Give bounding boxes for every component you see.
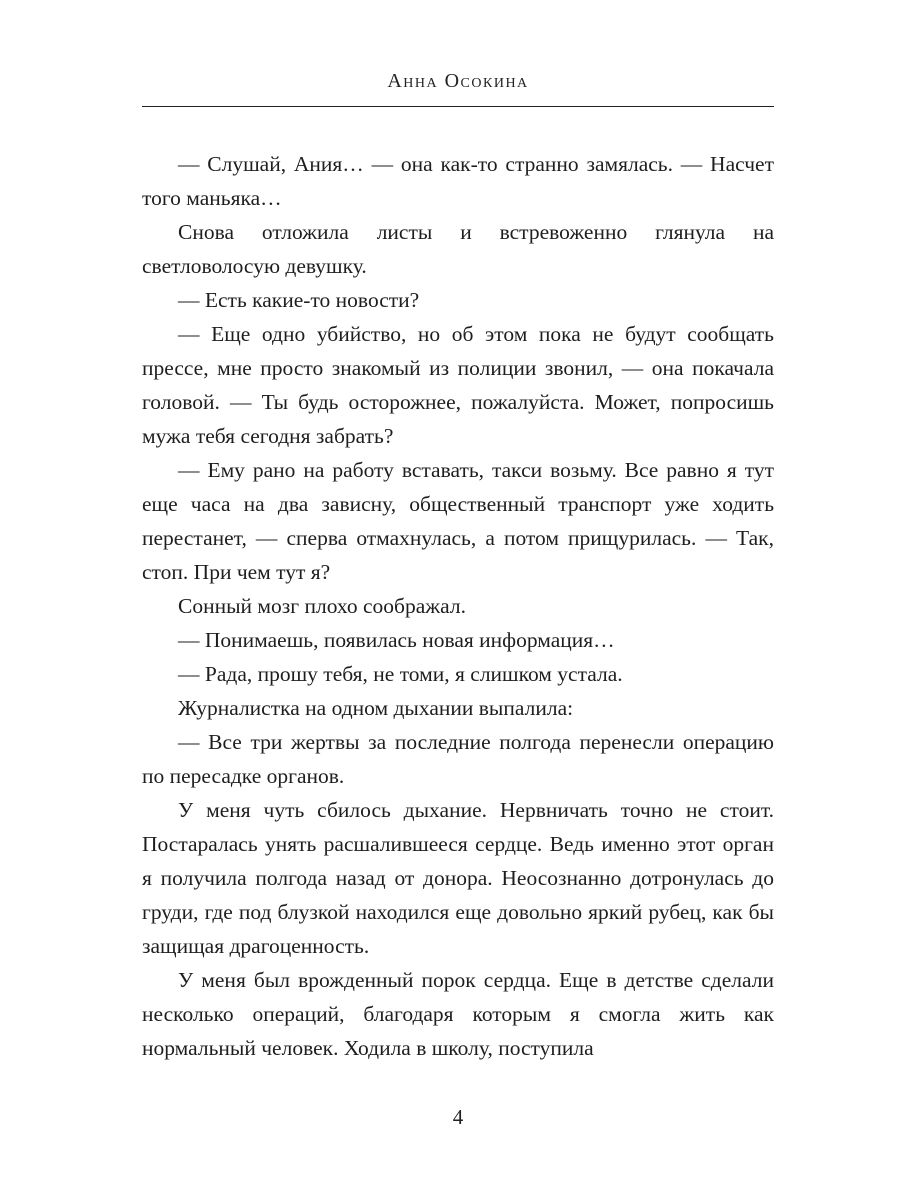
paragraph: — Есть какие-то новости? [178, 288, 420, 312]
paragraph: — Слушай, Ания… — она как-то странно замялась. — Насчет того маньяка… [142, 152, 774, 210]
paragraph: — Ему рано на работу вставать, такси возьму. Все равно я тут еще часа на два зависну, общественный транспорт уже ходить перестанет, — сперва отмахнулась, а потом прищурилась. — Так, стоп. При чем тут я? [142, 458, 774, 584]
paragraph: У меня был врожденный порок сердца. Еще в детстве сделали несколько операций, благодаря которым я смогла жить как нормальный человек. Ходила в школу, поступила [142, 968, 774, 1060]
paragraph: — Рада, прошу тебя, не томи, я слишком устала. [178, 662, 623, 686]
header-rule [142, 106, 774, 107]
paragraph: Журналистка на одном дыхании выпалила: [178, 696, 574, 720]
running-head-author: Анна Осокина [387, 70, 529, 92]
page-number: 4 [452, 1105, 464, 1129]
paragraph: — Понимаешь, появилась новая информация… [178, 628, 615, 652]
paragraph: У меня чуть сбилось дыхание. Нервничать точно не стоит. Постаралась унять расшалившееся сердце. Ведь именно этот орган я получила полгода назад от донора. Неосознанно дотронулась до груди, где под блузкой находился еще довольно яркий рубец, как бы защищая драгоценность. [142, 798, 774, 958]
page-body [142, 147, 774, 1065]
paragraph: Сонный мозг плохо соображал. [178, 594, 466, 618]
paragraph: — Все три жертвы за последние полгода перенесли операцию по пересадке органов. [142, 730, 774, 788]
paragraph: Снова отложила листы и встревоженно глянула на светловолосую девушку. [142, 220, 774, 278]
paragraph: — Еще одно убийство, но об этом пока не будут сообщать прессе, мне просто знакомый из полиции звонил, — она покачала головой. — Ты будь осторожнее, пожалуйста. Может, попросишь мужа тебя сегодня забрать? [142, 322, 774, 448]
